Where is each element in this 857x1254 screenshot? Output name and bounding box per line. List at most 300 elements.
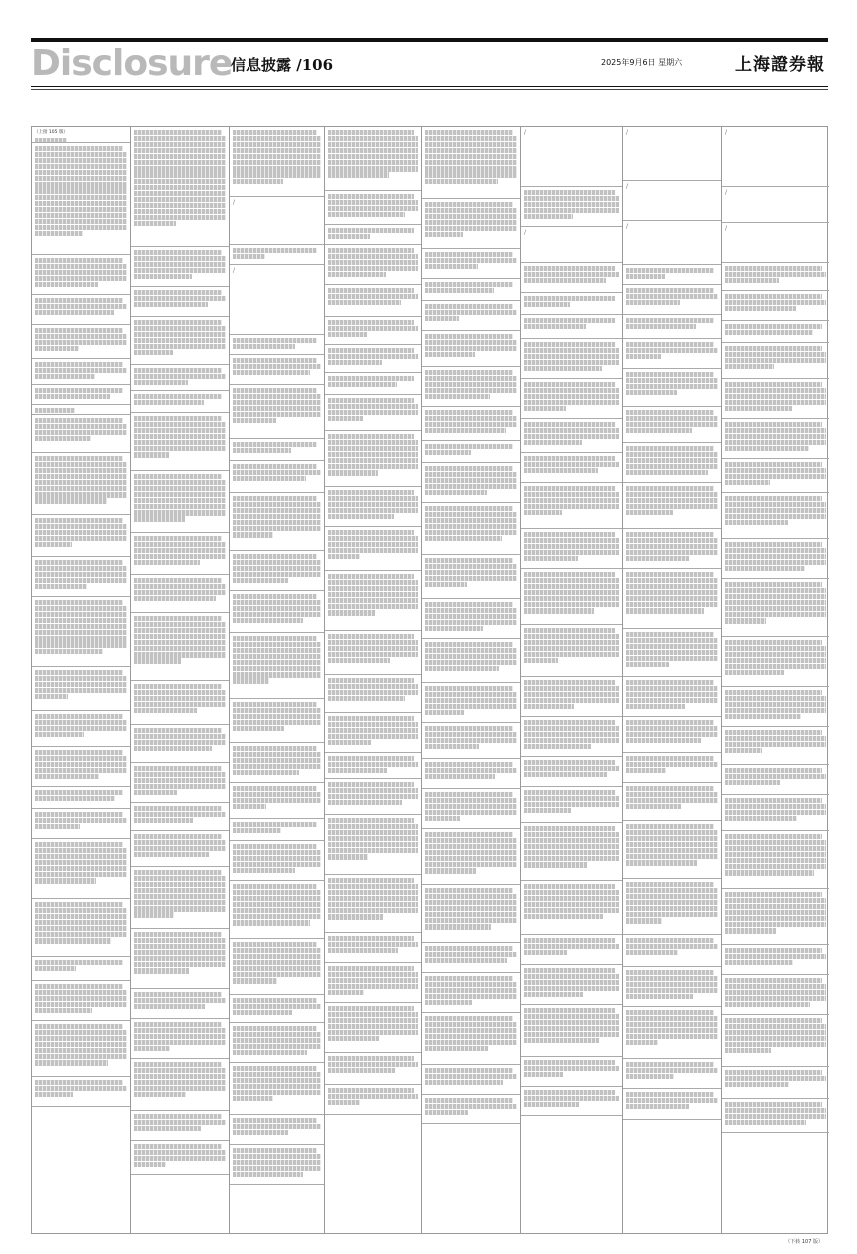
table-cell <box>422 301 520 331</box>
text-line <box>233 600 321 605</box>
text-line <box>233 130 317 135</box>
table-cell <box>32 515 130 557</box>
text-line <box>328 496 418 501</box>
text-line <box>328 658 390 663</box>
text-line <box>725 928 776 933</box>
text-line <box>233 660 321 665</box>
text-line <box>725 690 822 695</box>
text-line <box>233 914 321 919</box>
table-cell <box>422 407 520 441</box>
text-line <box>134 197 226 202</box>
text-line <box>134 766 222 771</box>
text-line <box>35 932 127 937</box>
table-cell <box>131 831 229 867</box>
text-line <box>425 422 517 427</box>
text-line <box>233 948 321 953</box>
text-line <box>524 462 619 467</box>
text-line <box>134 852 209 857</box>
text-line <box>35 636 127 641</box>
text-line <box>626 324 696 329</box>
text-line <box>725 1070 822 1075</box>
text-line <box>35 1042 127 1047</box>
text-line <box>425 490 487 495</box>
text-line <box>524 272 619 277</box>
disclosure-table <box>31 126 828 1234</box>
text-line <box>35 462 127 467</box>
text-line <box>626 680 714 685</box>
text-line <box>425 844 517 849</box>
text-line <box>328 1030 418 1035</box>
text-line <box>233 526 321 531</box>
text-line <box>725 730 822 735</box>
table-cell <box>131 391 229 413</box>
text-line <box>524 602 619 607</box>
table-cell <box>422 973 520 1013</box>
text-line <box>35 474 127 479</box>
text-line <box>35 182 127 187</box>
text-line <box>134 268 226 273</box>
text-line <box>233 890 321 895</box>
text-line <box>425 1028 517 1033</box>
text-line <box>233 636 317 641</box>
text-line <box>524 640 619 645</box>
table-column <box>521 127 623 1233</box>
text-line <box>626 354 661 359</box>
text-line <box>35 1024 123 1029</box>
text-line <box>425 160 517 165</box>
text-line <box>233 720 321 725</box>
text-line <box>626 1074 674 1079</box>
text-line <box>524 808 571 813</box>
text-line <box>425 370 513 375</box>
table-cell <box>521 881 622 935</box>
text-line <box>35 726 127 731</box>
text-line <box>425 732 517 737</box>
text-line <box>328 800 402 805</box>
text-line <box>626 824 714 829</box>
text-line <box>233 828 281 833</box>
text-line <box>35 824 80 829</box>
text-line <box>524 1008 615 1013</box>
text-line <box>328 542 418 547</box>
text-line <box>725 1076 826 1081</box>
text-line <box>725 864 826 869</box>
text-line <box>626 390 677 395</box>
text-line <box>524 342 615 347</box>
text-line <box>425 382 517 387</box>
text-line <box>134 452 169 457</box>
text-line <box>134 590 226 595</box>
text-line <box>134 486 226 491</box>
text-line <box>425 444 513 449</box>
table-cell <box>230 439 324 461</box>
empty-cell-marker: / <box>626 183 629 190</box>
text-line <box>524 862 587 867</box>
table-cell <box>722 945 829 975</box>
text-line <box>626 602 718 607</box>
text-line <box>328 142 418 147</box>
text-line <box>35 926 127 931</box>
table-cell <box>325 631 421 675</box>
text-line <box>35 578 127 583</box>
text-line <box>725 428 826 433</box>
text-line <box>524 896 619 901</box>
text-line <box>725 834 822 839</box>
table-cell <box>131 1111 229 1141</box>
text-line <box>524 348 619 353</box>
table-cell <box>32 839 130 899</box>
text-line <box>35 536 127 541</box>
table-cell <box>32 747 130 787</box>
text-line <box>725 736 826 741</box>
text-line <box>35 346 79 351</box>
text-line <box>328 942 418 947</box>
text-line <box>233 648 321 653</box>
table-cell <box>32 711 130 747</box>
text-line <box>233 508 321 513</box>
text-line <box>35 790 123 795</box>
table-cell <box>521 127 622 187</box>
table-cell <box>131 929 229 989</box>
text-line <box>134 498 226 503</box>
table-cell <box>722 1099 829 1133</box>
text-line <box>626 318 714 323</box>
text-line <box>425 1068 513 1073</box>
text-line <box>524 732 619 737</box>
text-line <box>425 154 517 159</box>
text-line <box>725 440 826 445</box>
text-line <box>626 644 718 649</box>
text-line <box>725 922 826 927</box>
text-line <box>425 352 475 357</box>
text-line <box>134 728 222 733</box>
text-line <box>425 946 513 951</box>
table-column <box>32 127 131 1233</box>
text-line <box>524 468 598 473</box>
text-line <box>524 796 619 801</box>
text-line <box>524 202 619 207</box>
text-line <box>524 704 574 709</box>
text-line <box>524 296 615 301</box>
text-line <box>524 790 615 795</box>
text-line <box>233 726 284 731</box>
text-line <box>35 530 127 535</box>
text-line <box>35 258 123 263</box>
text-line <box>233 554 317 559</box>
text-line <box>35 920 127 925</box>
text-line <box>328 354 418 359</box>
text-line <box>134 944 226 949</box>
text-line <box>35 996 127 1001</box>
text-line <box>233 966 321 971</box>
text-line <box>626 762 718 767</box>
table-cell <box>623 181 721 221</box>
text-line <box>328 1094 418 1099</box>
text-line <box>134 690 226 695</box>
text-line <box>425 958 507 963</box>
text-line <box>233 154 321 159</box>
table-cell <box>131 803 229 831</box>
text-line <box>35 219 127 224</box>
text-line <box>328 154 418 159</box>
text-line <box>35 848 127 853</box>
text-line <box>233 942 317 947</box>
table-cell <box>521 1087 622 1116</box>
text-line <box>35 158 127 163</box>
text-line <box>233 136 321 141</box>
text-line <box>524 1060 615 1065</box>
text-line <box>233 1032 321 1037</box>
text-line <box>134 480 226 485</box>
text-line <box>35 649 103 654</box>
text-line <box>328 136 418 141</box>
text-line <box>524 1020 619 1025</box>
text-line <box>35 902 123 907</box>
table-cell <box>521 293 622 315</box>
text-line <box>328 1012 418 1017</box>
text-line <box>524 1038 599 1043</box>
text-line <box>134 772 226 777</box>
text-line <box>524 400 619 405</box>
text-line <box>425 704 517 709</box>
text-line <box>233 412 321 417</box>
text-line <box>725 990 826 995</box>
text-line <box>134 185 226 190</box>
text-line <box>134 262 226 267</box>
text-line <box>524 360 619 365</box>
text-line <box>626 994 693 999</box>
text-line <box>134 834 222 839</box>
text-line <box>134 894 226 899</box>
text-line <box>425 900 517 905</box>
text-line <box>725 474 826 479</box>
text-line <box>626 792 718 797</box>
text-line <box>328 1006 414 1011</box>
table-cell <box>230 245 324 265</box>
text-line <box>524 486 615 491</box>
text-line <box>626 372 714 377</box>
text-line <box>725 954 826 959</box>
table-cell <box>521 315 622 339</box>
text-line <box>524 1066 619 1071</box>
text-line <box>425 856 517 861</box>
table-cell <box>32 385 130 405</box>
table-cell <box>422 885 520 943</box>
text-line <box>35 630 127 635</box>
text-line <box>626 572 714 577</box>
text-line <box>425 894 517 899</box>
text-line <box>425 648 517 653</box>
empty-cell-marker: / <box>524 229 527 236</box>
text-line <box>35 1092 73 1097</box>
table-cell <box>325 285 421 317</box>
text-line <box>35 498 107 503</box>
table-cell <box>32 255 130 295</box>
text-line <box>328 294 418 299</box>
text-line <box>524 908 619 913</box>
text-line <box>134 1040 226 1045</box>
text-line <box>233 798 321 803</box>
text-line <box>35 1008 92 1013</box>
text-line <box>425 762 513 767</box>
text-line <box>425 524 517 529</box>
text-line <box>35 152 127 157</box>
text-line <box>328 878 414 883</box>
text-line <box>725 588 826 593</box>
text-line <box>233 642 321 647</box>
text-line <box>134 846 226 851</box>
text-line <box>328 598 418 603</box>
text-line <box>425 1074 517 1079</box>
text-line <box>328 554 360 559</box>
text-line <box>134 778 226 783</box>
text-line <box>134 302 208 307</box>
text-line <box>626 1092 714 1097</box>
table-cell <box>325 245 421 285</box>
text-line <box>524 394 619 399</box>
text-line <box>35 270 127 275</box>
text-line <box>425 952 517 957</box>
text-line <box>328 646 418 651</box>
text-line <box>134 998 226 1003</box>
text-line <box>134 622 226 627</box>
text-line <box>524 850 619 855</box>
table-cell <box>230 591 324 633</box>
text-line <box>233 896 321 901</box>
text-line <box>524 634 619 639</box>
table-cell <box>722 765 829 795</box>
text-line <box>425 792 513 797</box>
text-line <box>233 1026 317 1031</box>
text-line <box>725 548 826 553</box>
text-line <box>233 1004 321 1009</box>
text-line <box>233 960 321 965</box>
text-line <box>725 664 826 669</box>
text-line <box>425 388 517 393</box>
section-title: 信息披露 /106 <box>231 56 334 74</box>
text-line <box>425 179 498 184</box>
text-line <box>233 1130 288 1135</box>
table-cell <box>422 199 520 249</box>
text-line <box>626 768 666 773</box>
table-cell <box>230 995 324 1023</box>
text-line <box>626 900 718 905</box>
text-line <box>524 504 619 509</box>
text-line <box>626 452 718 457</box>
table-cell <box>422 279 520 301</box>
table-cell <box>325 753 421 779</box>
text-line <box>626 756 714 761</box>
text-line <box>725 1024 826 1029</box>
text-line <box>524 968 615 973</box>
text-line <box>134 474 222 479</box>
text-line <box>626 1062 714 1067</box>
text-line <box>328 548 418 553</box>
text-line <box>134 684 222 689</box>
text-line <box>35 1080 123 1085</box>
text-line <box>134 628 226 633</box>
text-line <box>626 498 718 503</box>
text-line <box>725 566 805 571</box>
text-line <box>35 486 127 491</box>
text-line <box>725 1036 826 1041</box>
table-cell <box>521 227 622 263</box>
text-line <box>35 328 123 333</box>
table-cell <box>32 787 130 809</box>
text-line <box>524 366 602 371</box>
text-line <box>524 584 619 589</box>
text-line <box>134 596 216 601</box>
section-logo: Disclosure <box>31 43 233 84</box>
text-line <box>233 764 321 769</box>
text-line <box>134 344 226 349</box>
text-line <box>328 978 418 983</box>
text-line <box>524 278 606 283</box>
text-line <box>134 274 192 279</box>
text-line <box>233 254 265 259</box>
text-line <box>425 376 517 381</box>
text-line <box>725 1102 822 1107</box>
text-line <box>626 944 718 949</box>
text-line <box>35 732 84 737</box>
text-line <box>524 434 619 439</box>
table-cell <box>722 579 829 637</box>
text-line <box>524 832 619 837</box>
text-line <box>524 992 583 997</box>
text-line <box>35 213 127 218</box>
table-cell <box>131 725 229 763</box>
table-cell <box>131 127 229 247</box>
table-cell <box>131 613 229 681</box>
text-line <box>328 326 418 331</box>
text-line <box>725 446 809 451</box>
text-line <box>233 752 321 757</box>
text-line <box>328 972 418 977</box>
table-cell <box>722 539 829 579</box>
text-line <box>425 148 517 153</box>
text-line <box>725 1018 822 1023</box>
text-line <box>134 708 197 713</box>
text-line <box>725 1108 826 1113</box>
table-cell <box>32 405 130 415</box>
text-line <box>35 388 123 393</box>
text-line <box>328 228 414 233</box>
table-cell <box>230 355 324 385</box>
table-cell <box>325 317 421 345</box>
text-line <box>134 209 226 214</box>
text-line <box>725 364 774 369</box>
text-line <box>725 696 826 701</box>
text-line <box>35 682 127 687</box>
text-line <box>725 742 826 747</box>
text-line <box>134 434 226 439</box>
table-cell <box>422 367 520 407</box>
table-cell <box>32 453 130 515</box>
text-line <box>626 912 718 917</box>
text-line <box>725 948 822 953</box>
text-line <box>328 574 414 579</box>
empty-cell-marker: / <box>233 267 236 274</box>
text-line <box>626 938 714 943</box>
text-line <box>35 990 127 995</box>
table-cell <box>325 779 421 815</box>
table-cell <box>230 633 324 699</box>
text-line <box>233 179 283 184</box>
text-line <box>425 994 517 999</box>
table-cell <box>131 867 229 929</box>
text-line <box>35 362 123 367</box>
text-line <box>626 698 718 703</box>
